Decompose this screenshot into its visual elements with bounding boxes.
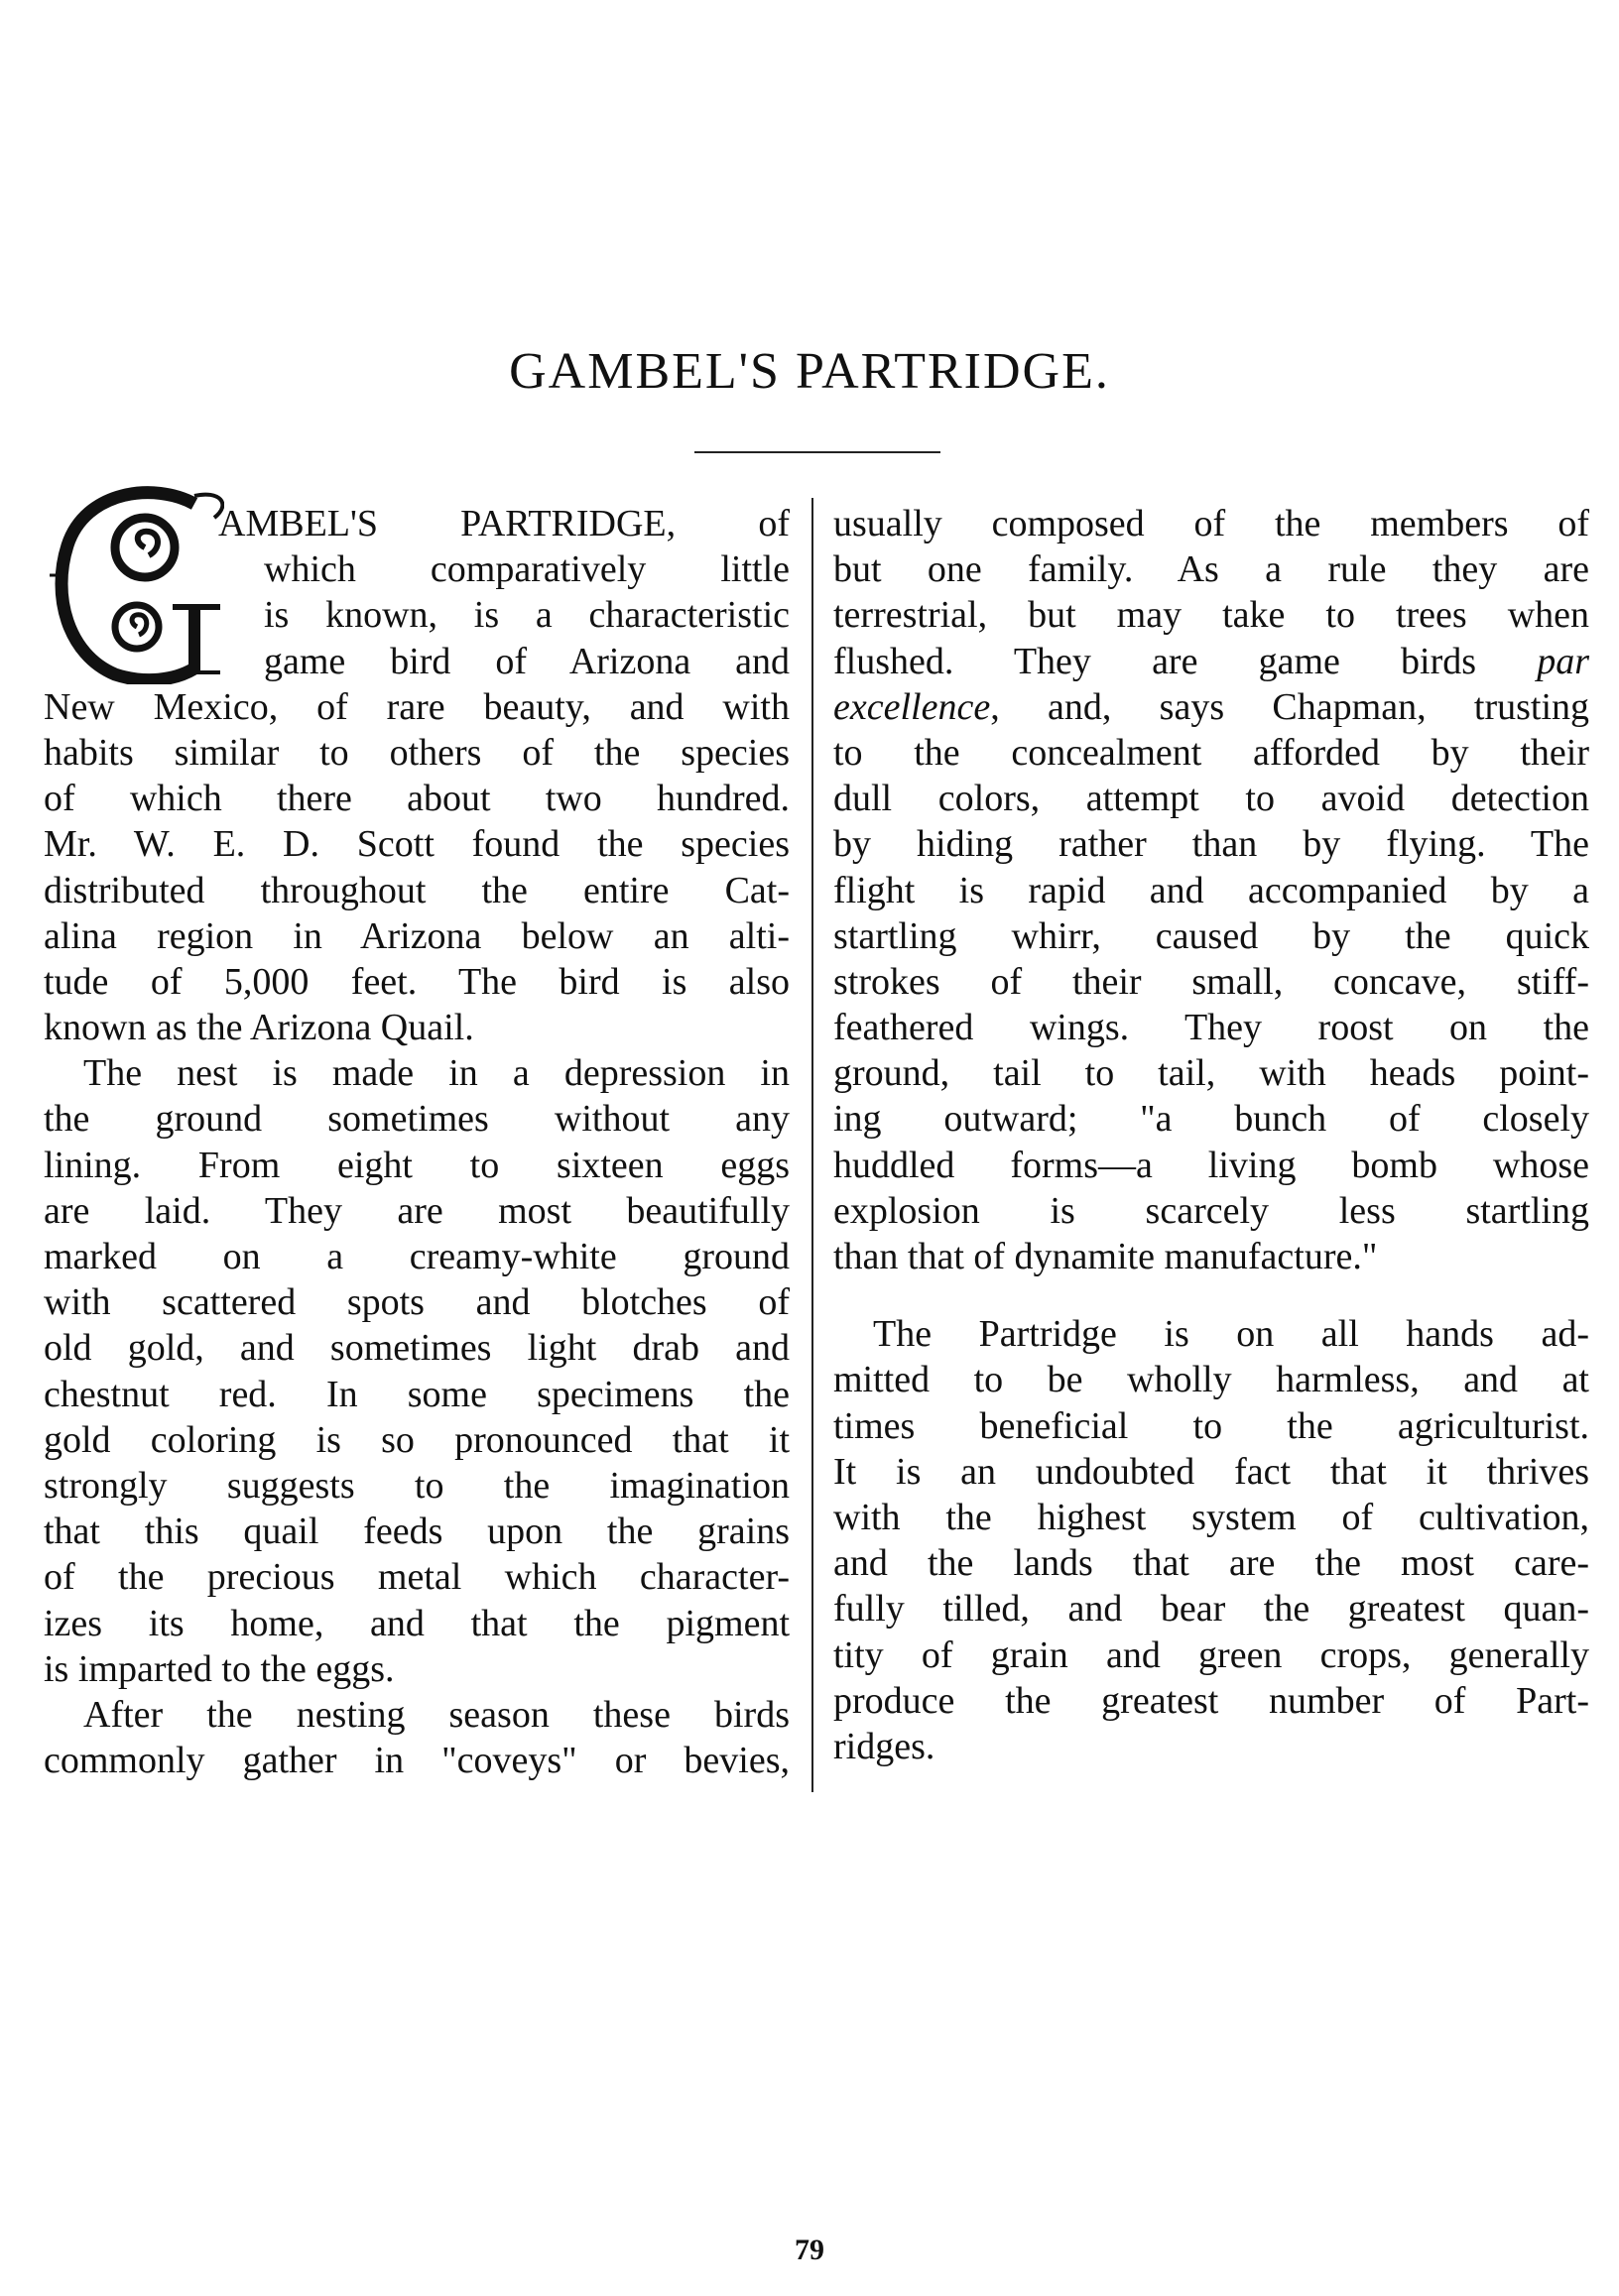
- left-column-text: [44, 684, 790, 1784]
- text-line: marked on a creamy-white ground: [44, 1236, 790, 1278]
- text-line: with the highest system of cultivation,: [833, 1496, 1589, 1538]
- text-line: strongly suggests to the imagination: [44, 1464, 790, 1507]
- text-line: After the nesting season these birds: [83, 1693, 790, 1736]
- page-title: GAMBEL'S PARTRIDGE.: [509, 343, 1110, 400]
- text-line: distributed throughout the entire Cat-: [44, 869, 790, 911]
- text-line: Mr. W. E. D. Scott found the species: [44, 823, 790, 866]
- dropcap-paragraph-lines: [44, 501, 790, 684]
- text-line-with-italic: [833, 639, 1589, 684]
- text-line: New Mexico, of rare beauty, and with: [44, 685, 790, 728]
- text-line: to the concealment afforded by their: [833, 731, 1589, 774]
- text-fragment: flushed. They are game birds: [833, 640, 1477, 682]
- text-line: huddled forms—a living bomb whose: [833, 1144, 1589, 1186]
- text-line: mitted to be wholly harmless, and at: [833, 1359, 1589, 1401]
- text-line: startling whirr, caused by the quick: [833, 914, 1589, 957]
- italic-phrase: excellence: [833, 685, 991, 728]
- text-line: ridges.: [833, 1725, 935, 1767]
- text-line: habits similar to others of the species: [44, 731, 790, 774]
- text-line: The Partridge is on all hands ad-: [873, 1313, 1589, 1356]
- text-line-with-italic: [833, 684, 1589, 730]
- text-line: lining. From eight to sixteen eggs: [44, 1144, 790, 1186]
- text-line: times beneficial to the agriculturist.: [833, 1404, 1589, 1447]
- text-line: fully tilled, and bear the greatest quan-: [833, 1588, 1589, 1631]
- italic-phrase: par: [1537, 640, 1590, 682]
- column-divider-rule: [811, 498, 813, 1792]
- text-line: terrestrial, but may take to trees when: [833, 594, 1589, 637]
- text-line: but one family. As a rule they are: [833, 548, 1589, 591]
- dropcap-line: AMBEL'S PARTRIDGE, of: [218, 503, 790, 544]
- text-line: produce the greatest number of Part-: [833, 1679, 1589, 1722]
- text-line: feathered wings. They roost on the: [833, 1007, 1589, 1049]
- text-line: strokes of their small, concave, stiff-: [833, 960, 1589, 1003]
- text-line: explosion is scarcely less startling: [833, 1189, 1589, 1232]
- text-line: of which there about two hundred.: [44, 778, 790, 820]
- text-line: chestnut red. In some specimens the: [44, 1373, 790, 1415]
- page-number: 79: [795, 2234, 824, 2266]
- text-line: izes its home, and that the pigment: [44, 1602, 790, 1644]
- text-line: that this quail feeds upon the grains: [44, 1511, 790, 1553]
- text-line: usually composed of the members of: [833, 503, 1589, 544]
- text-line: with scattered spots and blotches of: [44, 1281, 790, 1324]
- text-line: known as the Arizona Quail.: [44, 1007, 474, 1049]
- text-line: ground, tail to tail, with heads point-: [833, 1052, 1589, 1095]
- text-line: The nest is made in a depression in: [83, 1052, 790, 1095]
- text-line: commonly gather in "coveys" or bevies,: [44, 1740, 790, 1782]
- text-line: ing outward; "a bunch of closely: [833, 1098, 1589, 1141]
- paragraph-gap: [833, 1279, 1589, 1311]
- text-line: is imparted to the eggs.: [44, 1647, 395, 1690]
- text-line: of the precious metal which character-: [44, 1556, 790, 1599]
- dropcap-line: game bird of Arizona and: [264, 640, 790, 682]
- text-line: gold coloring is so pronounced that it: [44, 1418, 790, 1461]
- text-line: flight is rapid and accompanied by a: [833, 869, 1589, 911]
- title-divider-rule: [694, 451, 940, 453]
- dropcap-line: which comparatively little: [264, 548, 790, 591]
- text-line: It is an undoubted fact that it thrives: [833, 1450, 1589, 1493]
- text-line: dull colors, attempt to avoid detection: [833, 778, 1589, 820]
- text-line: old gold, and sometimes light drab and: [44, 1327, 790, 1370]
- text-line: the ground sometimes without any: [44, 1098, 790, 1141]
- text-line: tude of 5,000 feet. The bird is also: [44, 960, 790, 1003]
- right-column-text: [833, 501, 1589, 1769]
- text-line: alina region in Arizona below an alti-: [44, 914, 790, 957]
- text-line: by hiding rather than by flying. The: [833, 823, 1589, 866]
- text-line: and the lands that are the most care-: [833, 1542, 1589, 1585]
- text-line: than that of dynamite manufacture.": [833, 1236, 1378, 1277]
- text-line: are laid. They are most beautifully: [44, 1189, 790, 1232]
- dropcap-line: is known, is a characteristic: [264, 594, 790, 637]
- text-line: tity of grain and green crops, generally: [833, 1633, 1589, 1676]
- text-fragment: , and, says Chapman, trusting: [990, 685, 1589, 728]
